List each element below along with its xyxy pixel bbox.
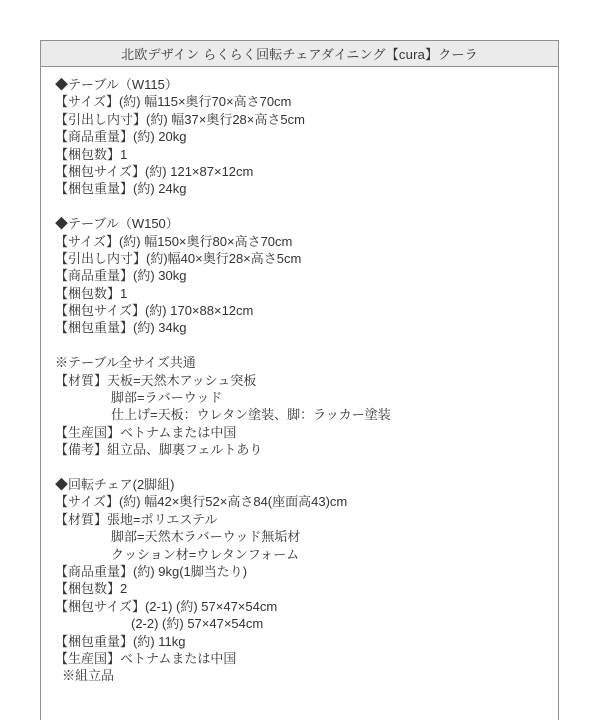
spec-line: 【サイズ】(約) 幅115×奥行70×高さ70cm bbox=[55, 94, 292, 110]
spec-line: ◆テーブル（W115） bbox=[55, 77, 178, 92]
blank-line bbox=[55, 459, 552, 476]
spec-line: ◆テーブル（W150） bbox=[55, 216, 179, 232]
spec-line: ※組立品 bbox=[62, 668, 115, 684]
spec-line: 【引出し内寸】(約)幅40×奥行28×高さ5cm bbox=[55, 250, 302, 266]
spec-line: 【梱包重量】(約) 24kg bbox=[55, 181, 187, 197]
spec-line: 【梱包数】1 bbox=[55, 285, 128, 301]
spec-line: 【サイズ】(約) 幅42×奥行52×高さ84(座面高43)cm bbox=[55, 494, 348, 510]
spec-line: 【備考】組立品、脚裏フェルトあり bbox=[55, 442, 263, 458]
spec-line: 脚部=天然木ラバーウッド無垢材 bbox=[111, 529, 301, 545]
blank-line bbox=[55, 198, 552, 215]
spec-line: ※テーブル全サイズ共通 bbox=[55, 355, 196, 371]
spec-line: 【材質】張地=ポリエステル bbox=[55, 511, 218, 527]
spec-line: 【生産国】ベトナムまたは中国 bbox=[55, 424, 237, 440]
blank-line bbox=[55, 337, 552, 354]
spec-line: 【商品重量】(約) 30kg bbox=[55, 268, 187, 284]
spec-line: 【サイズ】(約) 幅150×奥行80×高さ70cm bbox=[55, 233, 293, 249]
spec-line: 【材質】天板=天然木アッシュ突板 bbox=[55, 372, 257, 388]
spec-line: 仕上げ=天板：ウレタン塗装、脚：ラッカー塗装 bbox=[111, 407, 391, 423]
spec-header bbox=[41, 41, 558, 67]
spec-line: 【梱包数】1 bbox=[55, 146, 128, 162]
section-table-common bbox=[55, 354, 552, 458]
spec-line: (2-2) (約) 57×47×54cm bbox=[131, 616, 264, 632]
spec-line: 【梱包重量】(約) 34kg bbox=[55, 320, 187, 336]
spec-line: 【商品重量】(約) 20kg bbox=[55, 129, 187, 145]
spec-line: クッション材=ウレタンフォーム bbox=[111, 546, 300, 562]
spec-line: 【梱包重量】(約) 11kg bbox=[55, 633, 186, 649]
spec-line: 【梱包サイズ】(2-1) (約) 57×47×54cm bbox=[55, 598, 278, 614]
spec-line: 【梱包サイズ】(約) 121×87×12cm bbox=[55, 163, 254, 179]
spec-line: 【梱包サイズ】(約) 170×88×12cm bbox=[55, 303, 254, 319]
spec-line: 【商品重量】(約) 9kg(1脚当たり) bbox=[55, 563, 248, 579]
spec-body bbox=[41, 67, 558, 685]
spec-line: 【梱包数】2 bbox=[55, 581, 128, 597]
product-spec-panel bbox=[40, 40, 559, 720]
section-table-w115 bbox=[55, 76, 552, 198]
spec-line: ◆回転チェア(2脚組) bbox=[55, 476, 175, 492]
spec-line: 【生産国】ベトナムまたは中国 bbox=[55, 650, 237, 666]
spec-line: 脚部=ラバーウッド bbox=[111, 390, 223, 406]
section-table-w150 bbox=[55, 215, 552, 337]
spec-title: 北欧デザイン らくらく回転チェアダイニング【cura】クーラ bbox=[121, 47, 478, 62]
section-swivel-chair bbox=[55, 476, 552, 685]
spec-line: 【引出し内寸】(約) 幅37×奥行28×高さ5cm bbox=[55, 111, 305, 127]
